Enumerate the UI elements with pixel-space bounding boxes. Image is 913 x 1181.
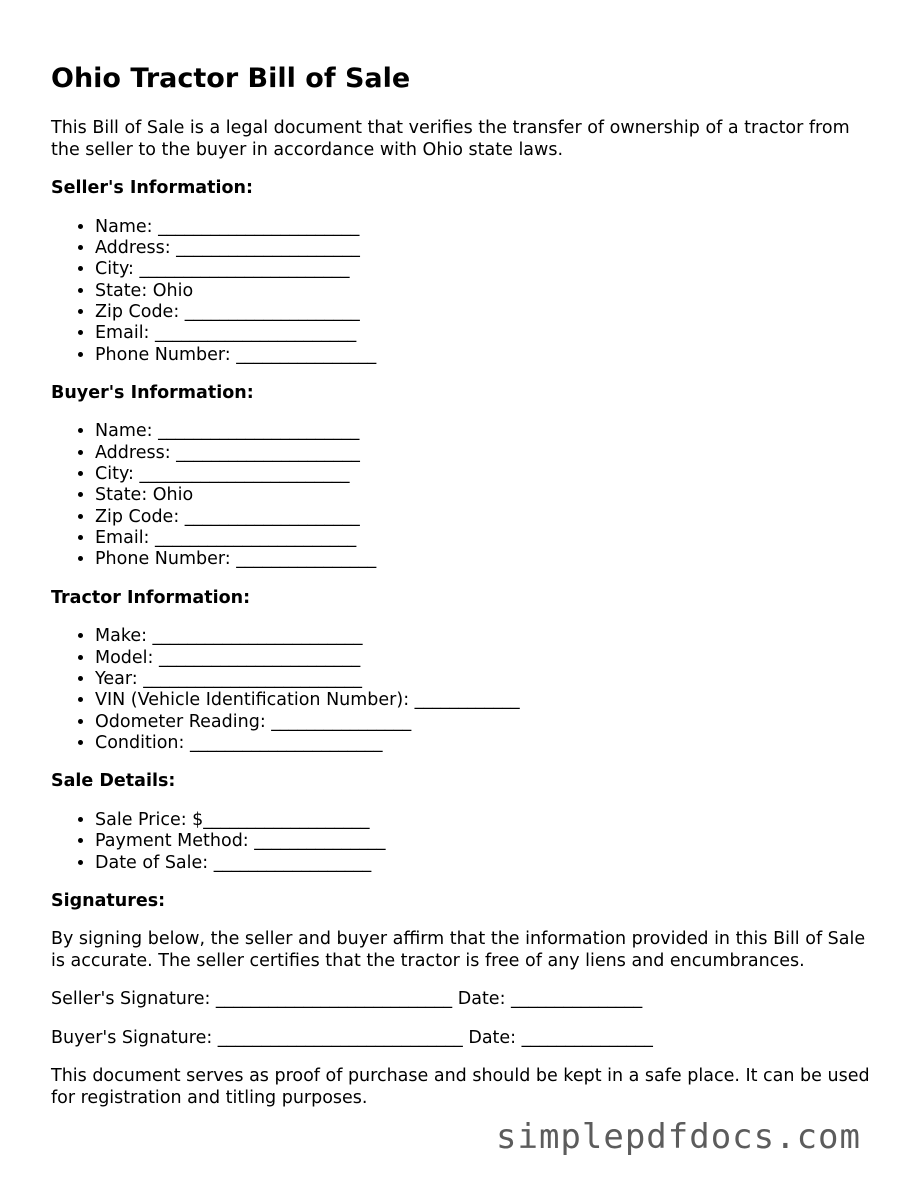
sale-heading: Sale Details: <box>51 771 176 792</box>
tractor-list <box>51 626 871 754</box>
seller-state-field: • State: Ohio <box>95 281 871 302</box>
tractor-vin-field: • VIN (Vehicle Identification Number): ____________ <box>95 690 871 711</box>
seller-phone-field: • Phone Number: ________________ <box>95 345 871 366</box>
buyer-address-field: • Address: _____________________ <box>95 443 871 464</box>
date-of-sale-field: • Date of Sale: __________________ <box>95 853 871 874</box>
tractor-model-field: • Model: _______________________ <box>95 648 871 669</box>
buyer-signature-line: Buyer's Signature: ____________________________ Date: _______________ <box>51 1027 653 1048</box>
seller-signature-line: Seller's Signature: ___________________________ Date: _______________ <box>51 989 643 1010</box>
tractor-condition-field: • Condition: ______________________ <box>95 733 871 754</box>
tractor-year-field: • Year: _________________________ <box>95 669 871 690</box>
tractor-make-field: • Make: ________________________ <box>95 626 871 647</box>
intro-paragraph: This Bill of Sale is a legal document that verifies the transfer of ownership of a tractor from the seller to the buyer in accordance with Ohio state laws. <box>51 118 850 160</box>
signatures-heading: Signatures: <box>51 890 166 911</box>
seller-city-field: • City: ________________________ <box>95 259 871 280</box>
buyer-list <box>51 421 871 570</box>
affirmation-paragraph: By signing below, the seller and buyer affirm that the information provided in this Bill of Sale is accurate. The seller certifies that the tractor is free of any liens and encumbrances. <box>51 929 866 971</box>
seller-heading: Seller's Information: <box>51 178 253 198</box>
document-page <box>51 62 871 1109</box>
buyer-state-field: • State: Ohio <box>95 485 871 506</box>
watermark-logo: simplepdfdocs.com <box>496 1117 861 1157</box>
buyer-name-field: • Name: _______________________ <box>95 421 871 442</box>
seller-email-field: • Email: _______________________ <box>95 323 871 344</box>
tractor-odometer-field: • Odometer Reading: ________________ <box>95 712 871 733</box>
buyer-email-field: • Email: _______________________ <box>95 528 871 549</box>
seller-name-field: • Name: _______________________ <box>95 217 871 238</box>
sale-list <box>51 810 871 874</box>
seller-zip-field: • Zip Code: ____________________ <box>95 302 871 323</box>
sale-price-field: • Sale Price: $___________________ <box>95 810 871 831</box>
seller-address-field: • Address: _____________________ <box>95 238 871 259</box>
payment-method-field: • Payment Method: _______________ <box>95 831 871 852</box>
seller-list <box>51 217 871 366</box>
buyer-phone-field: • Phone Number: ________________ <box>95 549 871 570</box>
buyer-zip-field: • Zip Code: ____________________ <box>95 507 871 528</box>
tractor-heading: Tractor Information: <box>51 587 251 608</box>
buyer-city-field: • City: ________________________ <box>95 464 871 485</box>
footer-paragraph: This document serves as proof of purchase and should be kept in a safe place. It can be used for registration and titling purposes. <box>51 1066 870 1108</box>
buyer-heading: Buyer's Information: <box>51 382 254 403</box>
page-title: Ohio Tractor Bill of Sale <box>51 63 411 94</box>
